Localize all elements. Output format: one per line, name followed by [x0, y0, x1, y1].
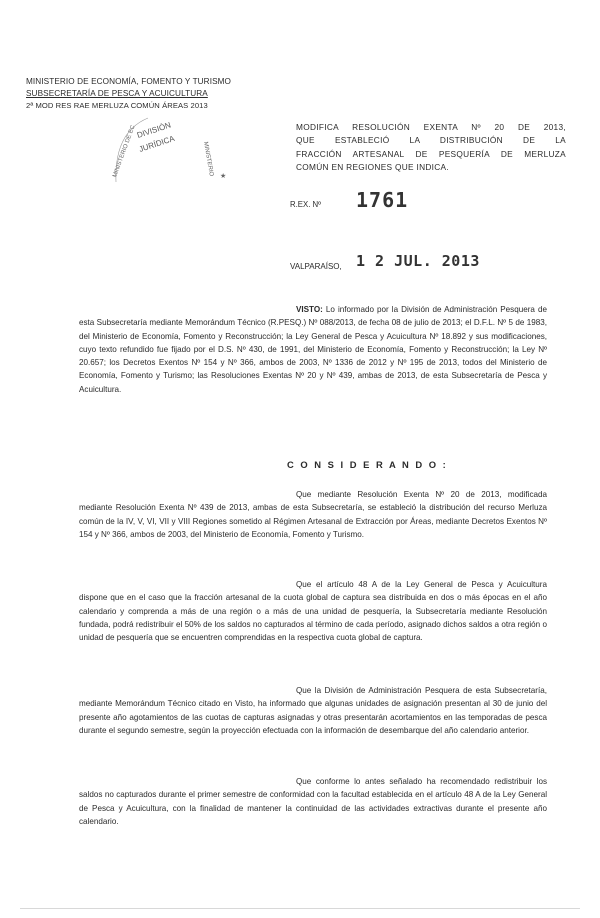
considerando-paragraph-4: Que conforme lo antes señalado ha recomendado redistribuir los saldos no capturados durante el primer semestre de conformidad con la facultad establecida en el artículo 48 A de la Ley General de Pesca y Acuicultura, con la finalidad de mantener la continuidad de las actividades extractivas durante el presente año calendario. [79, 777, 547, 826]
subject-line: FRACCIÓN ARTESANAL DE PESQUERÍA DE MERLUZA [296, 148, 566, 159]
stamp-outer-right-text: MINISTERIO [202, 141, 215, 177]
considerando-paragraph-2: Que el artículo 48 A de la Ley General de Pesca y Acuicultura dispone que en el caso que la fracción artesanal de la cuota global de captura sea distribuida en dos o más épocas en el año calendario y comprenda a más de una región o a más de una unidad de pesquería, la Subsecretaría mediante Resolución fundada, podrá redistribuir el 50% de los saldos no capturados al término de cada período, asignado dichos saldos a otra región o unidad de pesquería que se encuentren comprendidas en la respectiva cuota global de captura. [79, 580, 547, 643]
considerando-paragraph-1: Que mediante Resolución Exenta Nº 20 de 2013, modificada mediante Resolución Exenta Nº 439 de 2013, ambas de esta Subsecretaría, se estableció la distribución del recurso Merluza común de la IV, V, VI, VII y VIII Regiones sometido al Régimen Artesanal de Extracción por Áreas, mediante Decretos Exentos Nº 154 y Nº 366, ambos de 2003, del Ministerio de Economía, Fomento y Turismo. [79, 490, 547, 539]
subject-line: QUE ESTABLECIÓ LA DISTRIBUCIÓN DE LA [296, 135, 566, 146]
subject-line: COMÚN EN REGIONES QUE INDICA. [296, 161, 449, 172]
considerando-paragraph-3: Que la División de Administración Pesquera de esta Subsecretaría, mediante Memorándum Técnico citado en Visto, ha informado que algunas unidades de asignación presentan al 30 de junio del presente año agotamientos de las cuotas de capturas asignadas y otras presentarán acortamientos en las temporadas de pesca durante el segundo semestre, según la proyección efectuada con la información de desembarque del año calendario anterior. [79, 686, 547, 735]
considerando-heading: C O N S I D E R A N D O : [287, 459, 448, 470]
stamp-line-1: DIVISIÓN [135, 120, 173, 140]
visto-text: Lo informado por la División de Administración Pesquera de esta Subsecretaría mediante Memorándum Técnico (R.PESQ.) Nº 088/2013, de fecha 08 de julio de 2013; el D.F.L. Nº 5 de 1983, del Ministerio de Economía, Fomento y Reconstrucción; la Ley General de Pesca y Acuicultura Nº 18.892 y sus modificaciones, cuyo texto refundido fue fijado por el D.S. Nº 430, de 1991, del Ministerio de Economía, Fomento y Reconstrucción; la Ley Nº 20.657; los Decretos Exentos Nº 154 y Nº 366, ambos de 2003, Nº 1336 de 2012 y Nº 195 de 2013, todos del Ministerio de Economía, Fomento y Turismo; las Resoluciones Exentas Nº 20 y Nº 439, ambas de 2013, de esta Subsecretaría de Pesca y Acuicultura. [79, 305, 547, 394]
legal-division-stamp [108, 112, 226, 184]
stamp-star-icon: ★ [220, 173, 226, 180]
resolution-label: R.EX. Nº [290, 200, 322, 209]
resolution-city: VALPARAÍSO, [290, 262, 342, 271]
ministry-name: MINISTERIO DE ECONOMÍA, FOMENTO Y TURISMO [26, 77, 232, 86]
resolution-number: 1761 [356, 188, 409, 212]
visto-paragraph [79, 303, 547, 396]
resolution-date: 1 2 JUL. 2013 [356, 252, 480, 270]
subsecretariat-name: SUBSECRETARÍA DE PESCA Y ACUICULTURA [26, 89, 208, 98]
stamp-outer-left-text: MINISTERIO DE EC [112, 124, 137, 179]
stamp-line-2: JURÍDICA [137, 133, 176, 154]
visto-heading: VISTO: [296, 305, 323, 314]
page-bottom-divider [20, 908, 580, 909]
resolution-subject [296, 121, 566, 174]
document-reference: 2ª MOD RES RAE MERLUZA COMÚN ÁREAS 2013 [26, 101, 208, 110]
subject-line: MODIFICA RESOLUCIÓN EXENTA Nº 20 DE 2013, [296, 122, 566, 132]
